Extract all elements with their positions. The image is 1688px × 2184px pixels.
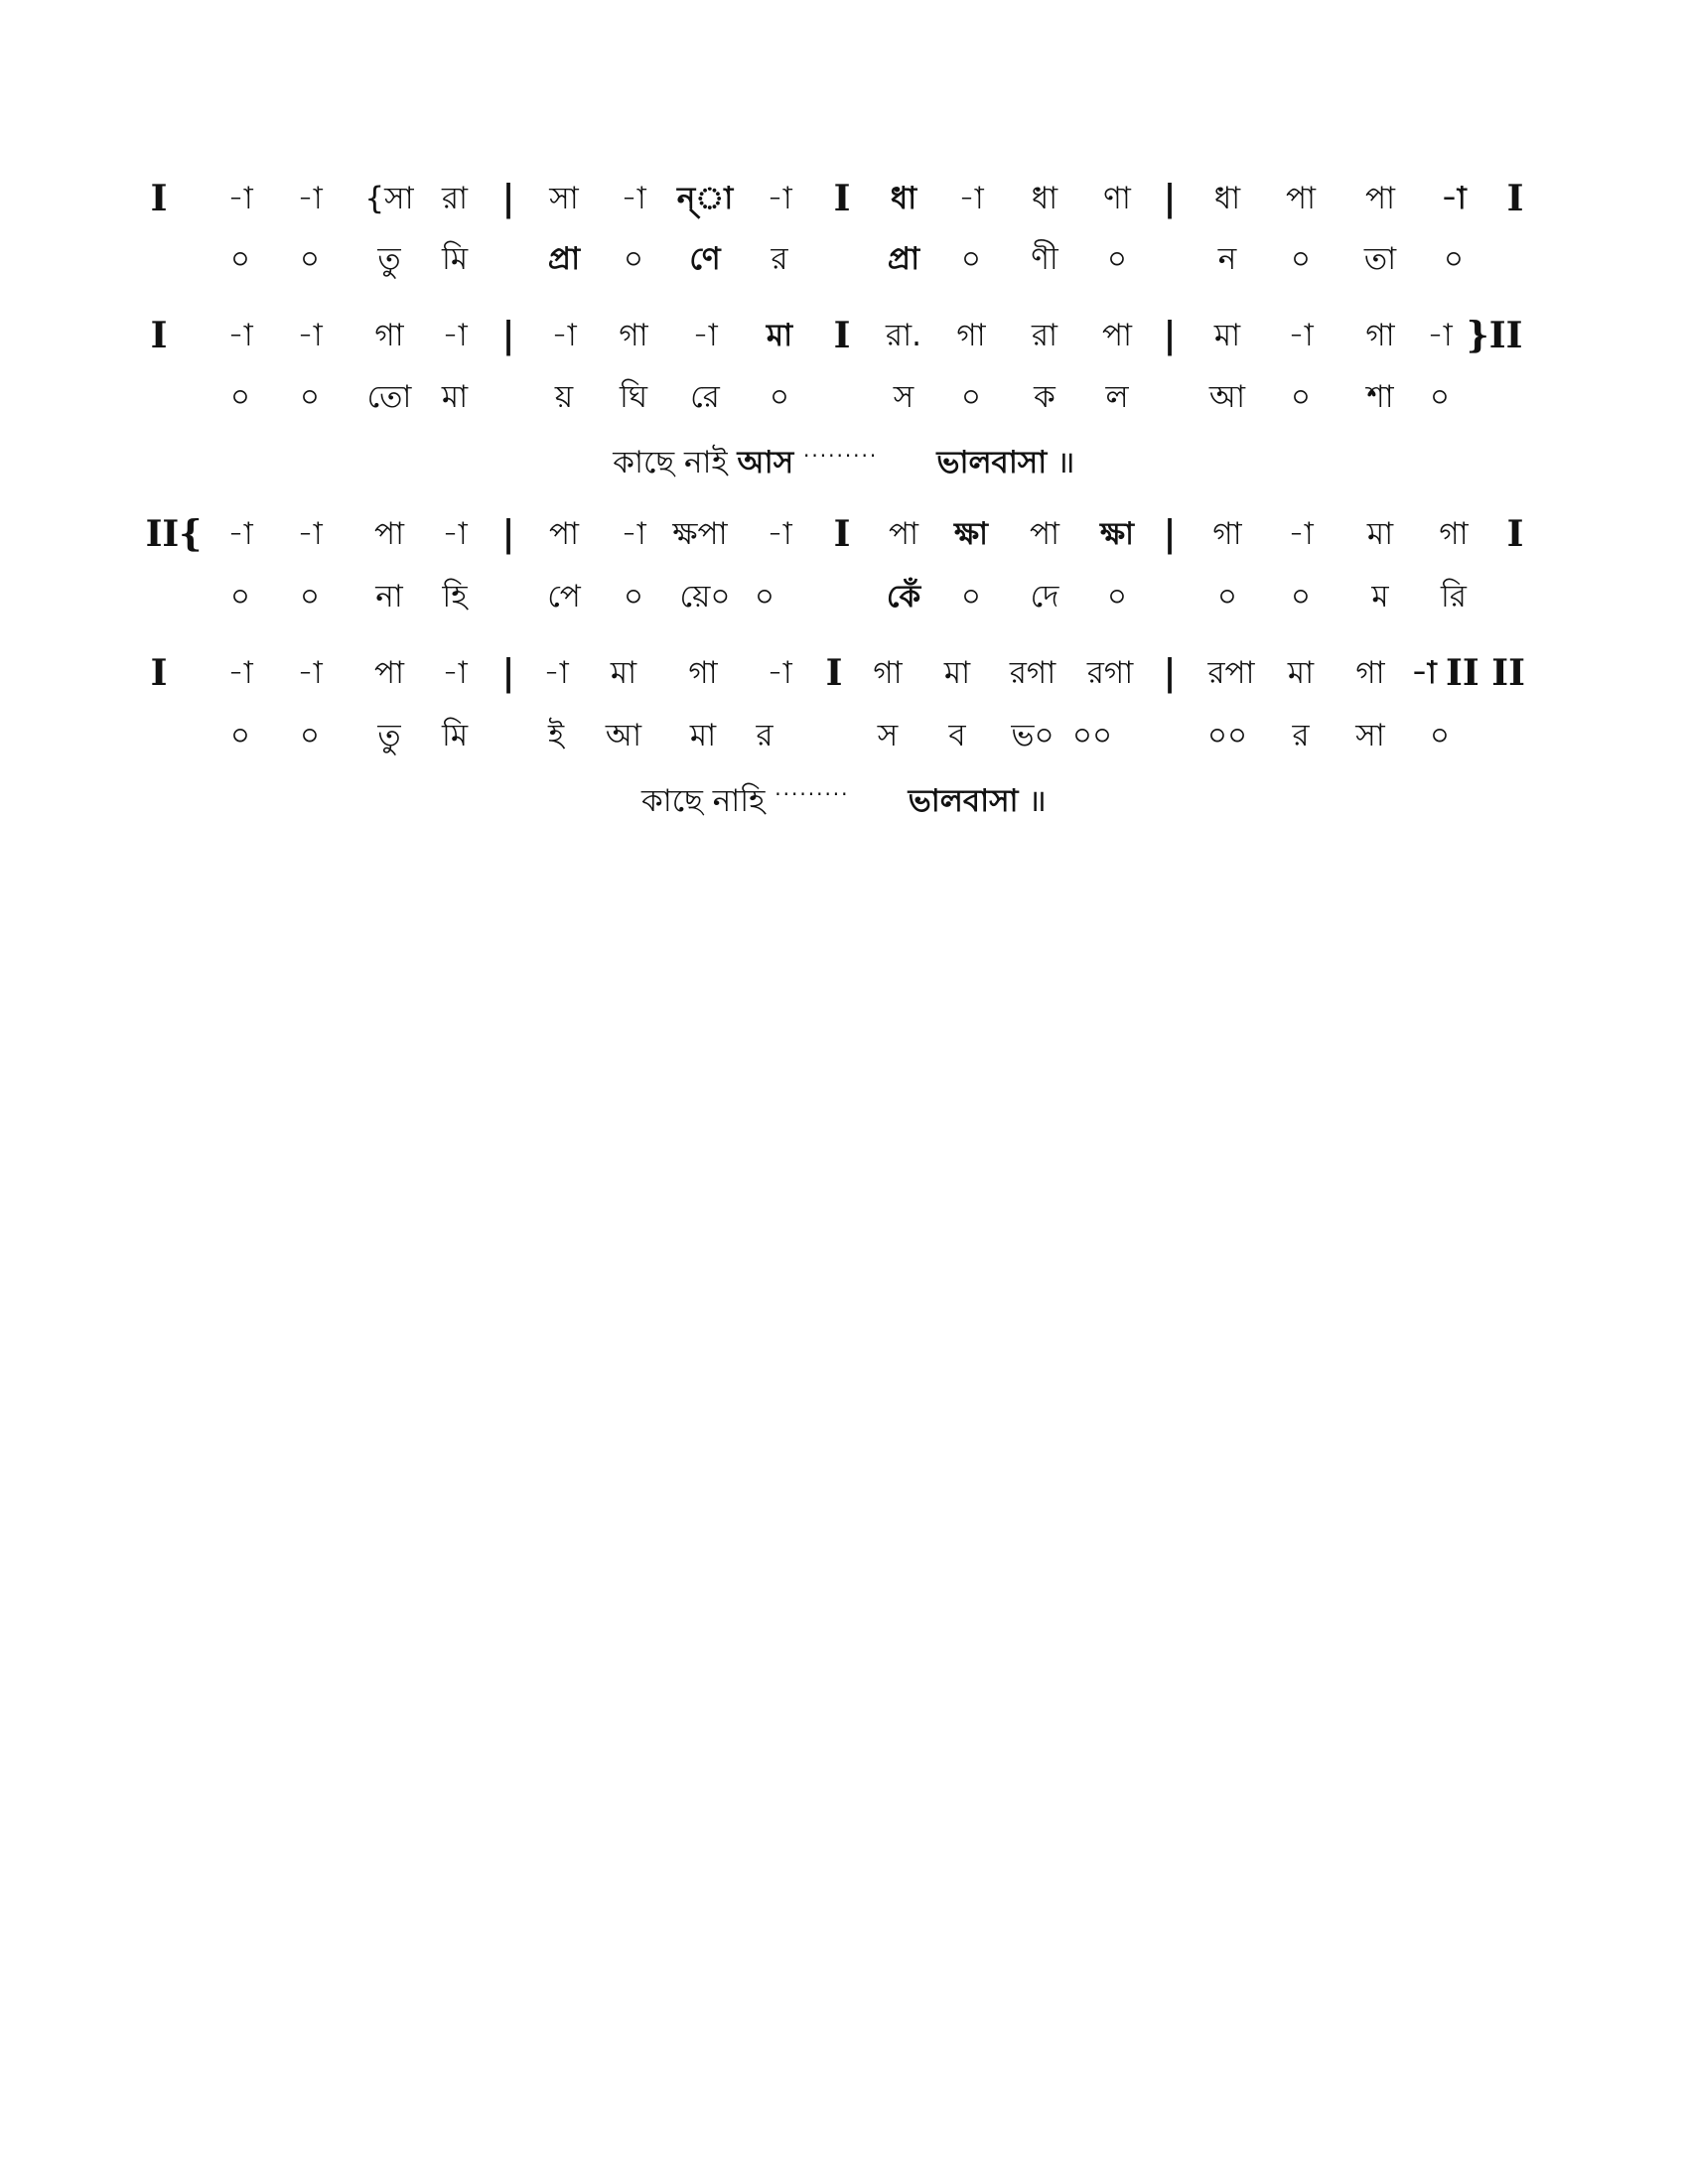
swara-note: ধা [1213,181,1241,216]
lyric-syllable: স [893,379,914,415]
lyric-syllable: ০ [1429,379,1451,415]
lyric-syllable: পে [547,579,581,614]
lyric-syllable: ০ [229,241,251,277]
lyric-syllable: ব [948,718,966,753]
lyric-syllable: ০ [1443,241,1465,277]
swara-note: পা [373,516,405,552]
swara-note: পা [373,655,405,691]
bar-marker: I [825,652,843,694]
swara-note: -া [1441,181,1467,216]
bar-marker: I [150,178,168,219]
bar-marker: I [833,513,851,555]
lyric-syllable: য়ে০ [679,579,731,614]
repeat-start-marker: II{ [145,513,203,555]
swara-note: {সা [364,181,414,216]
lyric-syllable: না [375,579,403,614]
swara-note: -া [227,516,253,552]
swara-note: -া [1288,516,1314,552]
bar-marker: | [1163,178,1177,219]
lyric-syllable: স [877,718,899,753]
lyric-syllable: র [771,241,788,277]
swara-note: পা [1364,181,1396,216]
refrain-ellipsis: ········· [803,444,879,468]
lyric-syllable: রে [690,379,720,415]
refrain-start: কাছে নাহি [641,783,766,819]
swara-line-3 [0,504,1688,564]
lyric-line-1 [0,229,1688,289]
bar-marker: | [501,513,515,555]
swara-note: গা [1212,516,1242,552]
bar-marker: I [1506,178,1524,219]
swara-note: -া [767,516,792,552]
bar-marker: I [1506,513,1524,555]
refrain-bold: আস [737,445,794,480]
bar-marker: | [501,178,515,219]
swara-note: -া [1288,318,1314,353]
lyric-syllable: হি [442,579,468,614]
swara-note: ন্‌া [676,181,734,216]
refrain-ellipsis: ········· [774,782,850,806]
swara-note: -া [621,181,646,216]
swara-note: মা [943,655,971,691]
lyric-syllable: তো [366,379,412,415]
refrain-line-2 [0,764,1688,831]
lyric-syllable: কেঁ [886,579,921,614]
lyric-syllable: সা [1355,718,1385,753]
lyric-syllable: প্রা [887,241,920,277]
swara-note: পা [888,516,919,552]
swara-note: ণা [1103,181,1131,216]
swara-note: -া [767,181,792,216]
swara-note: মা [1366,516,1394,552]
lyric-syllable: ভ০ [1011,718,1055,753]
swara-note: মা [766,318,793,353]
swara-note: -া [297,655,323,691]
lyric-syllable: মা [689,718,717,753]
lyric-syllable: মি [441,241,469,277]
swara-note: গা [619,318,648,353]
bar-marker: I [150,652,168,694]
refrain-start: কাছে নাই [613,445,728,480]
swara-note: ক্ষপা [672,516,728,552]
lyric-syllable: ০ [769,379,790,415]
lyric-syllable: আ [605,718,642,753]
swara-note: রা [441,181,469,216]
lyric-syllable: ০ [1290,241,1312,277]
lyric-syllable: মা [441,379,469,415]
lyric-syllable: ল [1105,379,1129,415]
lyric-syllable: য় [554,379,574,415]
lyric-syllable: ০ [299,379,321,415]
swara-note: ক্ষা [953,516,989,552]
lyric-syllable: ই [547,718,565,753]
swara-note: -া [442,516,468,552]
swara-note: গা [1365,318,1395,353]
double-danda-mark: ॥ [1028,783,1047,819]
lyric-syllable: ম [1371,579,1389,614]
bar-marker: | [1163,513,1177,555]
swara-note: গা [1439,516,1469,552]
swara-note: -া [958,181,984,216]
lyric-syllable: র [756,718,774,753]
swara-note: -া [227,655,253,691]
lyric-syllable: ০ [229,579,251,614]
swara-note: পা [1029,516,1060,552]
lyric-syllable: ০ [1290,579,1312,614]
swara-note: গা [688,655,718,691]
bar-marker: I [150,315,168,356]
lyric-syllable: মি [441,718,469,753]
lyric-syllable: ০ [1216,579,1238,614]
refrain-end: ভালবাসা [908,783,1019,819]
refrain-line-1 [0,426,1688,492]
bar-marker: I [833,315,851,356]
lyric-syllable: ০ [299,241,321,277]
swara-note: ধা [890,181,917,216]
swara-note: -া [692,318,718,353]
lyric-syllable: ০ [299,718,321,753]
refrain-end: ভালবাসা [936,445,1048,480]
lyric-syllable: শা [1366,379,1394,415]
swara-note: -া [621,516,646,552]
swara-note: রা. [886,318,921,353]
swara-note: গা [956,318,986,353]
swara-note: -া [297,181,323,216]
swara-line-2 [0,306,1688,365]
lyric-syllable: ০ [1106,241,1128,277]
swara-note: -া [442,655,468,691]
swara-note: গা [374,318,404,353]
swara-note: সা [549,181,579,216]
lyric-syllable: রি [1441,579,1467,614]
lyric-syllable: ০ [1290,379,1312,415]
swara-note: মা [1213,318,1241,353]
lyric-syllable: ণী [1031,241,1058,277]
lyric-syllable: ০ [229,379,251,415]
lyric-syllable: ০০ [1206,718,1248,753]
swara-note: পা [1101,318,1133,353]
swara-note: -া [442,318,468,353]
lyric-syllable: আ [1208,379,1246,415]
swara-line-4 [0,643,1688,703]
swara-note: -া [227,318,253,353]
lyric-syllable: ০ [1429,718,1451,753]
final-end-marker: II II [1446,652,1525,694]
lyric-syllable: ক [1034,379,1055,415]
lyric-syllable: তু [377,718,401,753]
lyric-syllable: ০ [754,579,775,614]
lyric-syllable: তু [377,241,401,277]
bar-marker: I [833,178,851,219]
lyric-line-2 [0,367,1688,427]
swara-note: -া [1411,655,1437,691]
repeat-end-marker: }II [1466,315,1523,356]
swara-note: রপা [1207,655,1255,691]
lyric-syllable: ০ [229,718,251,753]
lyric-line-3 [0,567,1688,626]
lyric-syllable: ০ [299,579,321,614]
swara-note: -া [227,181,253,216]
lyric-syllable: ০ [1106,579,1128,614]
lyric-line-4 [0,706,1688,765]
swara-note: রগা [1009,655,1056,691]
swara-note: -া [543,655,569,691]
lyric-syllable: তা [1363,241,1397,277]
swara-note: পা [1285,181,1317,216]
lyric-syllable: ০ [960,579,982,614]
bar-marker: | [501,315,515,356]
swara-note: রা [1031,318,1058,353]
bar-marker: | [501,652,515,694]
lyric-syllable: ঘি [619,379,648,415]
lyric-syllable: ০০ [1071,718,1113,753]
swara-note: -া [551,318,577,353]
bar-marker: | [1163,652,1177,694]
lyric-syllable: ০ [960,241,982,277]
lyric-syllable: ০ [623,241,644,277]
lyric-syllable: ন [1217,241,1237,277]
lyric-syllable: র [1292,718,1310,753]
swara-note: ক্ষা [1099,516,1135,552]
lyric-syllable: প্রা [547,241,581,277]
swara-note: গা [1355,655,1385,691]
swara-note: রগা [1086,655,1134,691]
swara-note: ধা [1031,181,1058,216]
double-danda-mark: ॥ [1056,445,1075,480]
lyric-syllable: ০ [960,379,982,415]
bar-marker: | [1163,315,1177,356]
lyric-syllable: ণে [689,241,721,277]
swara-note: মা [610,655,637,691]
lyric-syllable: দে [1030,579,1059,614]
swara-note: -া [767,655,792,691]
lyric-syllable: ০ [623,579,644,614]
swara-line-1 [0,169,1688,228]
swara-note: পা [548,516,580,552]
swara-note: -া [1427,318,1453,353]
swara-note: গা [873,655,903,691]
swara-note: -া [297,318,323,353]
swara-note: -া [297,516,323,552]
swara-note: মা [1287,655,1315,691]
